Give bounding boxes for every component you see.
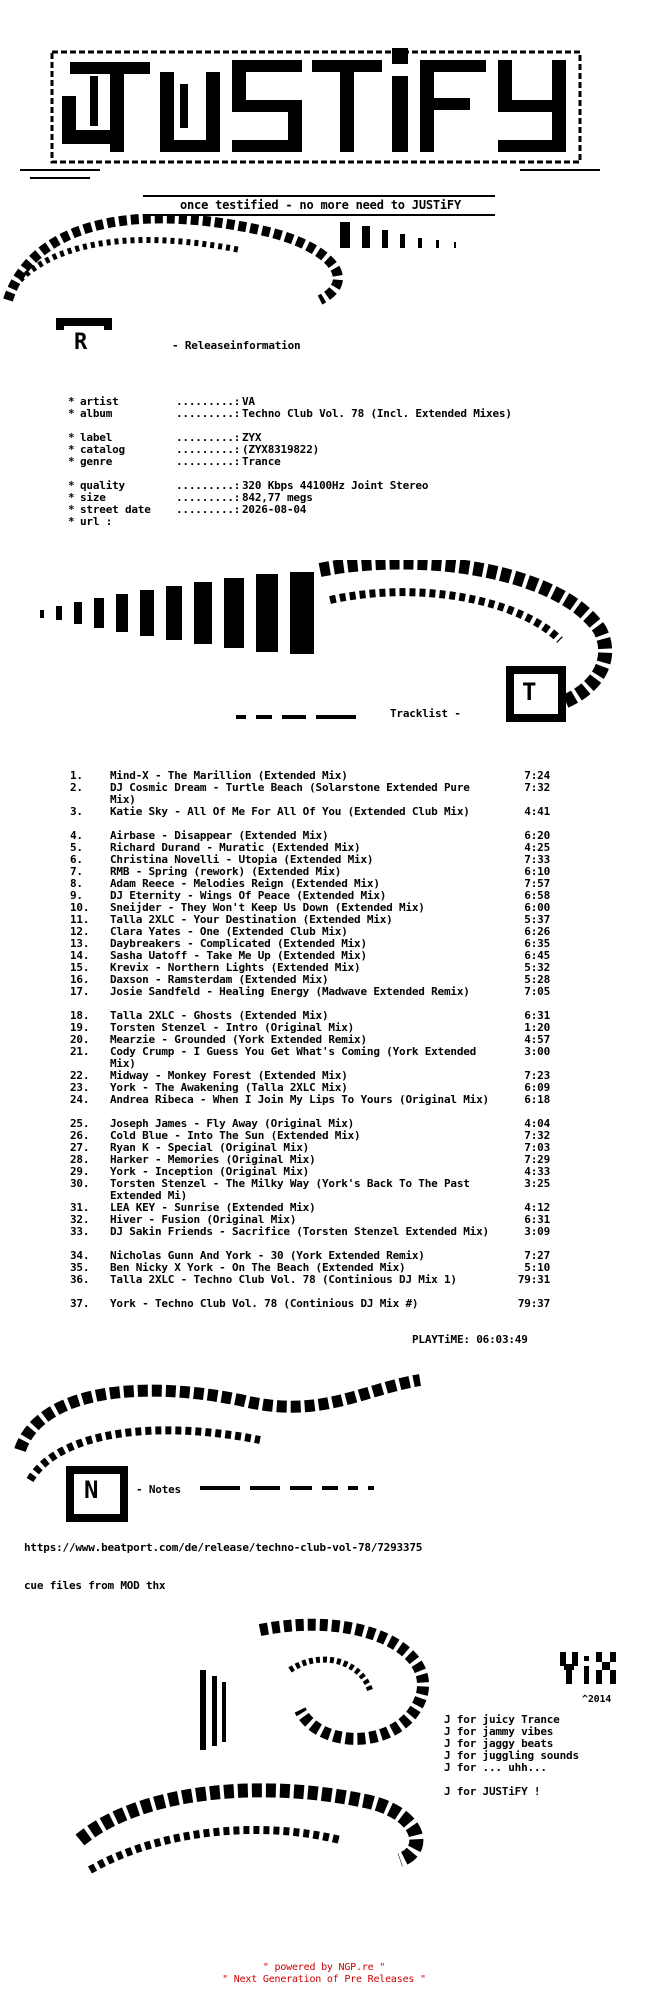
footer-line: J for JUSTiFY !	[444, 1785, 541, 1798]
release-letter: R	[74, 330, 88, 355]
yix-year: ^2014	[582, 1694, 612, 1705]
playtime-label: PLAYTiME:	[412, 1333, 470, 1346]
notes-heading: - Notes	[136, 1483, 181, 1496]
tracklist-art	[0, 560, 648, 760]
footer-line: J for juggling sounds	[444, 1749, 579, 1762]
footer-line: J for jammy vibes	[444, 1725, 554, 1738]
notes-url[interactable]: https://www.beatport.com/de/release/techno-club-vol-78/7293375	[24, 1541, 423, 1554]
playtime	[412, 1334, 528, 1346]
tracklist-heading: Tracklist -	[390, 707, 461, 720]
justify-logo-art	[0, 0, 648, 330]
slogan-banner	[143, 195, 495, 216]
notes-art	[0, 1370, 648, 1550]
footer-line: J for jaggy beats	[444, 1737, 554, 1750]
info-row-genre: * genre .........: Trance	[68, 455, 281, 468]
info-row-street-date: * street date .........: 2026-08-04	[68, 503, 307, 516]
yix-signature	[590, 1678, 606, 1687]
slogan-text: once testified - no more need to JUSTiFY	[180, 198, 461, 212]
footer-line: J for juicy Trance	[444, 1713, 560, 1726]
release-heading: - Releaseinformation	[172, 339, 301, 352]
tracklist-letter: T	[522, 678, 537, 706]
info-row-label: * label .........: ZYX	[68, 431, 262, 444]
notes-letter: N	[84, 1476, 99, 1504]
info-row-url: * url :	[68, 515, 113, 528]
ngp-tagline: " Next Generation of Pre Releases "	[222, 1974, 426, 1985]
info-row-artist: * artist .........: VA	[68, 395, 255, 408]
info-row-size: * size .........: 842,77 megs	[68, 491, 313, 504]
info-row-quality: * quality .........: 320 Kbps 44100Hz Joint Stereo	[68, 479, 429, 492]
powered-by[interactable]: " powered by NGP.re "	[262, 1962, 386, 1973]
playtime-value: 06:03:49	[476, 1333, 528, 1346]
info-row-catalog: * catalog .........: (ZYX8319822)	[68, 443, 320, 456]
notes-text: cue files from MOD thx	[24, 1579, 166, 1592]
info-row-album: * album .........: Techno Club Vol. 78 (Incl. Extended Mixes)	[68, 407, 512, 420]
footer-line: J for ... uhh...	[444, 1761, 547, 1774]
